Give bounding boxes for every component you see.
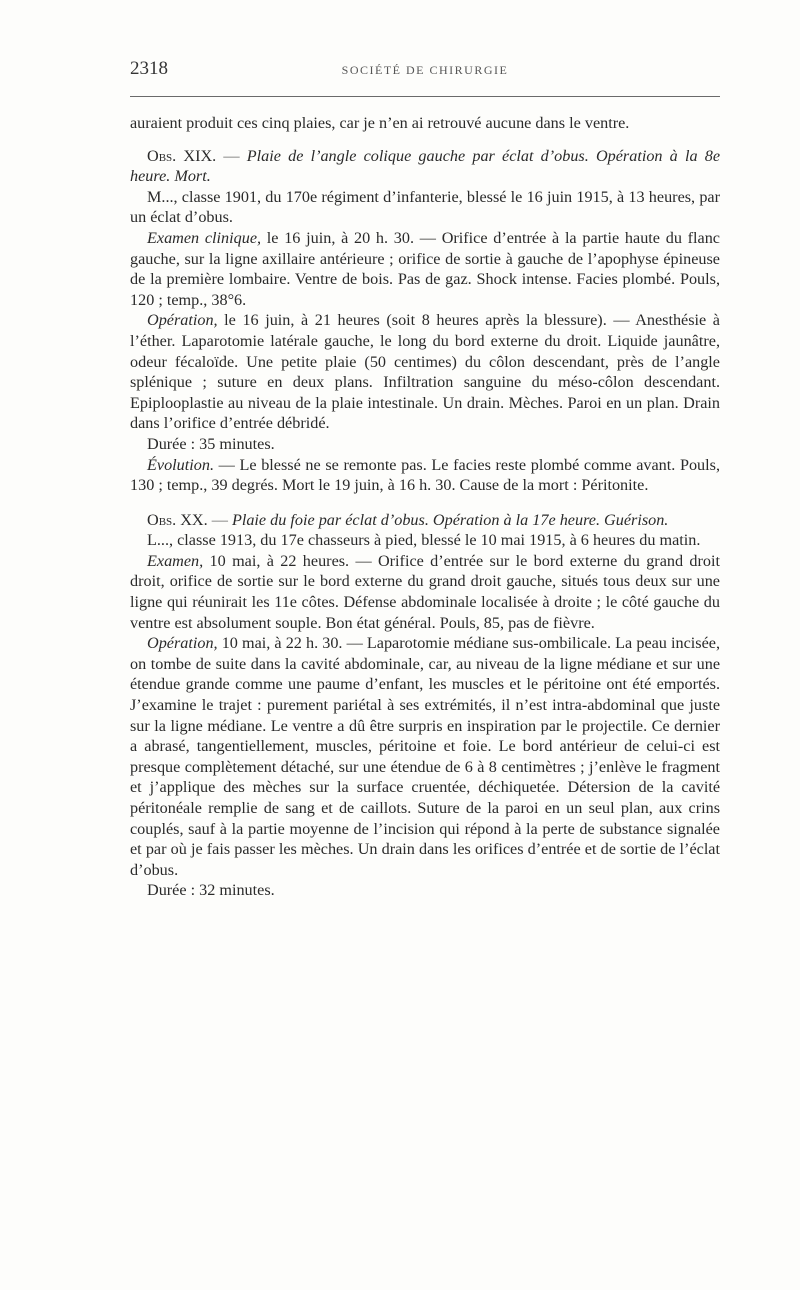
obs20-intro: L..., classe 1913, du 17e chasseurs à pied, blessé le 10 mai 1915, à 6 heures du matin.	[147, 531, 701, 550]
paragraph-continuation: auraient produit ces cinq plaies, car je n’en ai retrouvé aucune dans le ventre.	[130, 114, 630, 132]
obs19-evol-label: Évolution.	[147, 455, 214, 474]
obs19-title: Plaie de l’angle colique gauche par éclat d’obus. Opération à la 8e heure. Mort.	[130, 146, 721, 186]
obs19-exam-label: Examen clinique,	[147, 228, 262, 247]
body-text	[130, 113, 720, 901]
obs20-op-text: 10 mai, à 22 h. 30. — Laparotomie médiane sus-ombilicale. La peau incisée, on tombe de suite dans la cavité abdominale, car, au niveau de la ligne médiane et sur une étendue grande comme une paume d’enfant, les muscles et le péritoine ont été emportés. J’examine le trajet : purement pariétal à ses extrémités, il n’est intra-abdominal que juste sur la ligne médiane. Le ventre a dû être surpris en inspiration par le projectile. Ce dernier a abrasé, tangentiellement, muscles, péritoine et foie. Le bord antérieur de celui-ci est presque complètement détaché, sur une étendue de 6 à 8 centimètres ; j’enlève le fragment et j’applique des mèches sur la surface cruentée, déchiquetée. Détersion de la cavité péritonéale remplie de sang et de caillots. Suture de la paroi en un seul plan, aux crins couplés, sauf à la partie moyenne de l’incision qui répond à la perte de substance signalée et par où je fais passer les mèches. Un drain dans les orifices d’entrée et de sortie de l’éclat d’obus.	[130, 634, 720, 879]
obs20-exam	[130, 551, 720, 633]
obs20-exam-text: 10 mai, à 22 heures. — Orifice d’entrée sur le bord externe du grand droit droit, orifice de sortie sur le bord externe du grand droit gauche, situés tous deux sur une ligne qui réunirait les 11e côtes. Défense abdominale localisée à droite ; le côté gauche du ventre est absolument souple. Bon état général. Pouls, 85, pas de fièvre.	[130, 551, 720, 632]
page-header	[130, 58, 720, 88]
obs19-op-text: le 16 juin, à 21 heures (soit 8 heures après la blessure). — Anesthésie à l’éther. Laparotomie latérale gauche, le long du bord externe du droit. Liquide jaunâtre, odeur fécaloïde. Une petite plaie (50 centimes) du côlon descendant, près de l’angle splénique ; suture en deux plans. Infiltration sanguine du méso-côlon descendant. Epiplooplastie au niveau de la plaie intestinale. Un drain. Mèches. Paroi en un plan. Drain dans l’orifice d’entrée débridé.	[130, 311, 720, 433]
obs20-operation	[130, 633, 720, 880]
obs20-label: Obs. XX.	[147, 510, 208, 529]
obs19-evol-text: — Le blessé ne se remonte pas. Le facies reste plombé comme avant. Pouls, 130 ; temp., 39 degrés. Mort le 19 juin, à 16 h. 30. Cause de la mort : Péritonite.	[130, 455, 720, 495]
obs20-exam-label: Examen,	[147, 551, 204, 570]
obs19-heading	[130, 146, 720, 187]
obs19-intro: M..., classe 1901, du 170e régiment d’infanterie, blessé le 16 juin 1915, à 13 heures, par un éclat d’obus.	[130, 187, 720, 227]
obs20-title: Plaie du foie par éclat d’obus. Opération à la 17e heure. Guérison.	[231, 510, 669, 529]
obs19-dash: —	[223, 146, 240, 165]
obs19-duration: Durée : 35 minutes.	[147, 434, 275, 453]
obs19-evolution	[130, 455, 720, 496]
running-title: SOCIÉTÉ DE CHIRURGIE	[341, 63, 509, 77]
obs20-heading	[130, 510, 720, 531]
obs19-exam-text: le 16 juin, à 20 h. 30. — Orifice d’entrée à la partie haute du flanc gauche, sur la ligne axillaire antérieure ; orifice de sortie à gauche de l’apophyse épineuse de la première lombaire. Ventre de bois. Pas de gaz. Shock intense. Facies plombé. Pouls, 120 ; temp., 38°6.	[130, 228, 720, 309]
obs19-label: Obs. XIX.	[147, 146, 217, 165]
obs20-duration: Durée : 32 minutes.	[147, 881, 275, 900]
header-rule	[130, 96, 720, 97]
obs20-dash: —	[211, 510, 228, 529]
obs19-operation	[130, 310, 720, 434]
obs20-op-label: Opération,	[147, 634, 218, 653]
page-number: 2318	[130, 58, 168, 79]
obs19-op-label: Opération,	[147, 311, 218, 330]
obs19-exam	[130, 228, 720, 310]
